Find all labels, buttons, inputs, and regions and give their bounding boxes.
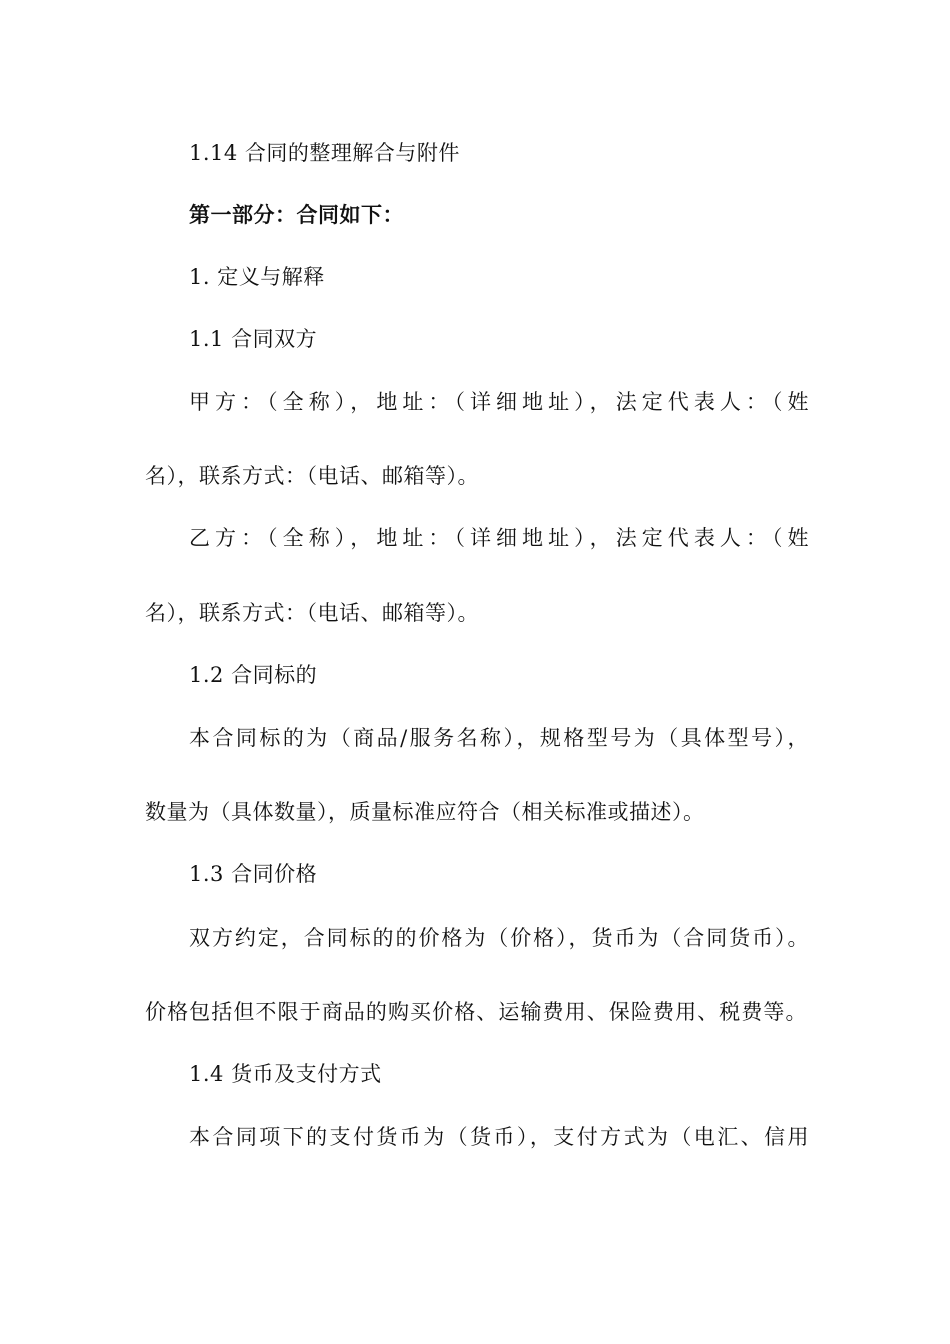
subject-line-2: 数量为（具体数量），质量标准应符合（相关标准或描述）。 [145, 800, 705, 824]
party-a-line-1: 甲方：（全称），地址：（详细地址），法定代表人：（姓 [189, 390, 809, 414]
subject-line-1: 本合同标的为（商品/服务名称），规格型号为（具体型号）， [189, 726, 809, 750]
payment-line-1: 本合同项下的支付货币为（货币），支付方式为（电汇、信用 [189, 1125, 809, 1149]
party-b-line-1: 乙方：（全称），地址：（详细地址），法定代表人：（姓 [189, 526, 809, 550]
part-one-heading: 第一部分：合同如下： [189, 203, 404, 227]
section-heading-1-1: 1.1 合同双方 [189, 327, 318, 351]
section-heading-1-14: 1.14 合同的整理解合与附件 [189, 141, 460, 165]
section-heading-1-4: 1.4 货币及支付方式 [189, 1062, 382, 1086]
section-heading-1-3: 1.3 合同价格 [189, 862, 318, 886]
section-heading-1-2: 1.2 合同标的 [189, 663, 318, 687]
party-a-line-2: 名），联系方式：（电话、邮箱等）。 [145, 464, 479, 488]
section-heading-1: 1. 定义与解释 [189, 265, 325, 289]
price-line-1: 双方约定，合同标的的价格为（价格），货币为（合同货币）。 [189, 926, 809, 950]
party-b-line-2: 名），联系方式：（电话、邮箱等）。 [145, 601, 479, 625]
price-line-2: 价格包括但不限于商品的购买价格、运输费用、保险费用、税费等。 [145, 1000, 807, 1024]
